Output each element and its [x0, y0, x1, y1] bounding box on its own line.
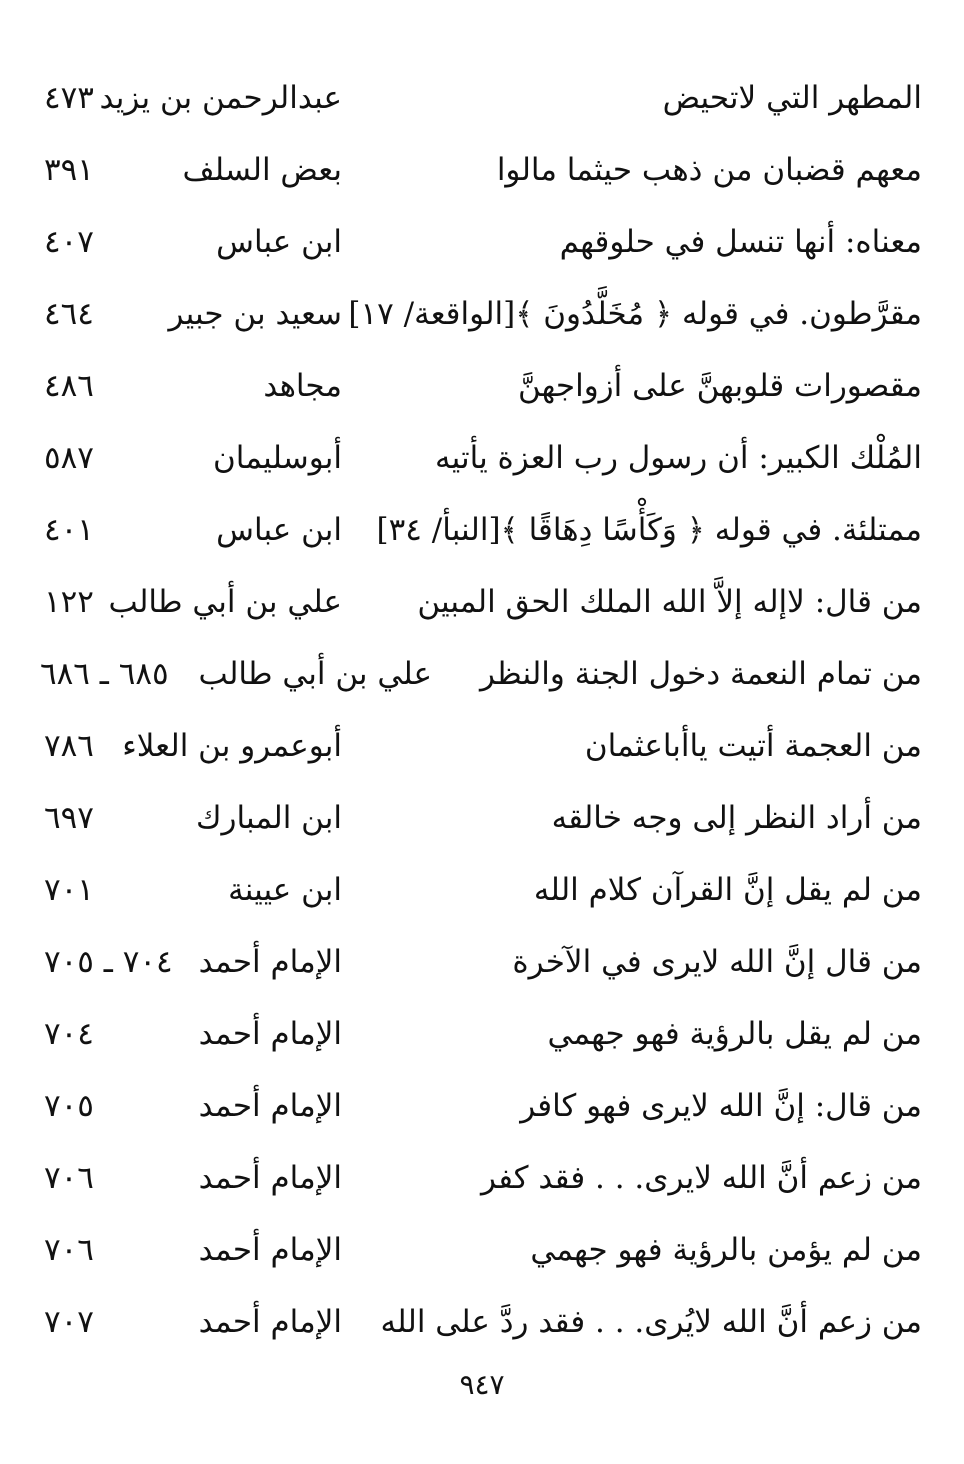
- entry-phrase: من لم يؤمن بالرؤية فهو جهمي: [530, 1232, 922, 1268]
- index-entry: [30, 1076, 922, 1148]
- entry-narrator: أبوعمرو بن العلاء: [122, 728, 342, 764]
- entry-narrator: سعيد بن جبير: [168, 296, 342, 332]
- index-entry: [30, 572, 922, 644]
- entry-phrase: من قال: لاإله إلاَّ الله الملك الحق المبين: [417, 584, 922, 620]
- entry-phrase: مقرَّطون. في قوله ﴿ مُخَلَّدُونَ ﴾[الواقعة/ ١٧]: [348, 296, 922, 332]
- entry-phrase: من أراد النظر إلى وجه خالقه: [551, 800, 922, 836]
- entry-narrator: الإمام أحمد: [198, 1160, 342, 1196]
- index-entry: [30, 1292, 922, 1364]
- entry-pages: ٤٠١: [44, 512, 94, 548]
- entry-narrator: ابن عباس: [216, 224, 342, 260]
- entry-narrator: علي بن أبي طالب: [108, 584, 342, 620]
- index-entry: [30, 1004, 922, 1076]
- entry-pages: ٧٠٤ ـ ٧٠٥: [44, 944, 173, 980]
- entry-narrator: ابن عيينة: [228, 872, 342, 908]
- entry-narrator: الإمام أحمد: [198, 1088, 342, 1124]
- index-entry: [30, 1148, 922, 1220]
- index-entry: [30, 284, 922, 356]
- entry-phrase: مقصورات قلوبهنَّ على أزواجهنَّ: [518, 368, 922, 404]
- entry-pages: ٤٨٦: [44, 368, 94, 404]
- entry-pages: ٧٨٦: [44, 728, 94, 764]
- index-entry: [30, 1220, 922, 1292]
- entry-narrator: الإمام أحمد: [198, 944, 342, 980]
- entry-phrase: من قال: إنَّ الله لايرى فهو كافر: [520, 1088, 922, 1124]
- entry-phrase: من تمام النعمة دخول الجنة والنظر: [479, 656, 922, 692]
- entry-pages: ٧٠١: [44, 872, 94, 908]
- index-entry: [30, 356, 922, 428]
- index-entry: [30, 644, 922, 716]
- index-entry: [30, 140, 922, 212]
- page-number: ٩٤٧: [459, 1368, 505, 1401]
- entry-phrase: المُلْك الكبير: أن رسول رب العزة يأتيه: [435, 440, 922, 476]
- entry-phrase: المطهر التي لاتحيض: [662, 80, 922, 116]
- entry-pages: ٧٠٤: [44, 1016, 94, 1052]
- entry-pages: ٧٠٦: [44, 1160, 94, 1196]
- entry-pages: ٧٠٥: [44, 1088, 94, 1124]
- entry-narrator: علي بن أبي طالب: [198, 656, 432, 692]
- entry-pages: ٤٠٧: [44, 224, 94, 260]
- index-entry: [30, 932, 922, 1004]
- entry-phrase: من زعم أنَّ الله لايرى. . . فقد كفر: [480, 1160, 922, 1196]
- entry-pages: ٧٠٦: [44, 1232, 94, 1268]
- entry-narrator: الإمام أحمد: [198, 1304, 342, 1340]
- entry-narrator: بعض السلف: [182, 152, 342, 188]
- index-entry: [30, 428, 922, 500]
- entry-pages: ٤٦٤: [44, 296, 94, 332]
- entry-phrase: ممتلئة. في قوله ﴿ وَكَأْسًا دِهَاقًا ﴾[النبأ/ ٣٤]: [376, 512, 922, 548]
- index-entry: [30, 788, 922, 860]
- entry-pages: ٥٨٧: [44, 440, 94, 476]
- entry-pages: ٧٠٧: [44, 1304, 94, 1340]
- entry-phrase: معهم قضبان من ذهب حيثما مالوا: [496, 152, 922, 188]
- entry-phrase: من العجمة أتيت ياأباعثمان: [584, 728, 922, 764]
- entry-phrase: معناه: أنها تنسل في حلوقهم: [559, 224, 922, 260]
- index-entry: [30, 212, 922, 284]
- index-entry: [30, 860, 922, 932]
- entry-narrator: مجاهد: [263, 368, 342, 404]
- entry-pages: ٣٩١: [44, 152, 94, 188]
- entry-narrator: أبوسليمان: [213, 440, 342, 476]
- entry-pages: ٦٩٧: [44, 800, 94, 836]
- entry-narrator: الإمام أحمد: [198, 1232, 342, 1268]
- entry-narrator: ابن عباس: [216, 512, 342, 548]
- entry-narrator: الإمام أحمد: [198, 1016, 342, 1052]
- index-entry: [30, 500, 922, 572]
- entry-pages: ١٢٢: [44, 584, 94, 620]
- entry-narrator: ابن المبارك: [196, 800, 342, 836]
- entry-narrator: عبدالرحمن بن يزيد: [99, 80, 342, 116]
- entry-pages: ٤٧٣: [44, 80, 94, 116]
- entry-phrase: من لم يقل بالرؤية فهو جهمي: [547, 1016, 922, 1052]
- index-entry: [30, 716, 922, 788]
- index-entries: [30, 68, 922, 1364]
- index-entry: [30, 68, 922, 140]
- entry-phrase: من لم يقل إنَّ القرآن كلام الله: [533, 872, 922, 908]
- entry-pages: ٦٨٥ ـ ٦٨٦: [40, 656, 169, 692]
- entry-phrase: من قال إنَّ الله لايرى في الآخرة: [512, 944, 922, 980]
- entry-phrase: من زعم أنَّ الله لايُرى. . . فقد ردَّ على الله: [380, 1304, 922, 1340]
